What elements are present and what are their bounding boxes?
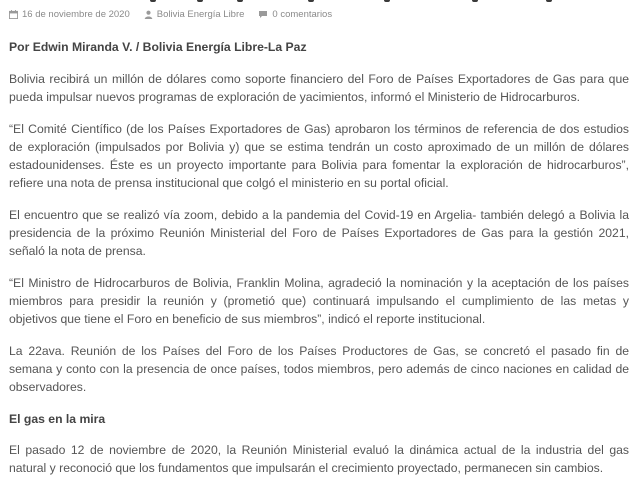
article-paragraph: “El Comité Científico (de los Países Exportadores de Gas) aprobaron los términos de referencia de dos estudios de exploración (impulsados por Bolivia y) que se estima tendrán un costo aproximado de un millón de dólares estadounidenses. Éste es un proyecto importante para Bolivia para fomentar la exploración de hidrocarburos”, refiere una nota de prensa institucional que colgó el ministerio en su portal oficial. [9, 122, 629, 190]
post-date [9, 9, 130, 20]
section-heading: El gas en la mira [9, 412, 106, 426]
article-paragraph: Bolivia recibirá un millón de dólares como soporte financiero del Foro de Países Exportadores de Gas para que pueda impulsar nuevos programas de exploración de yacimientos, informó el Ministerio de Hidrocarburos. [9, 72, 629, 104]
calendar-icon [9, 10, 18, 19]
author-link[interactable]: Bolivia Energía Libre [156, 8, 245, 20]
article-paragraph: El encuentro que se realizó vía zoom, debido a la pandemia del Covid-19 en Argelia- también delegó a Bolivia la presidencia de la próximo Reunión Ministerial del Foro de Países Exportadores de Gas para la gestión 2021, señaló la nota de prensa. [9, 208, 629, 258]
article-paragraph: “El Ministro de Hidrocarburos de Bolivia, Franklin Molina, agradeció la nominación y la aceptación de los países miembros para presidir la reunión y (prometió que) continuará impulsando el cumplimiento de las metas y objetivos que tiene el Foro en beneficio de sus miembros”, indicó el reporte institucional. [9, 276, 629, 326]
user-icon [144, 10, 153, 19]
article-body [9, 38, 629, 491]
post-date-text: 16 de noviembre de 2020 [22, 8, 130, 20]
post-meta [9, 7, 346, 21]
title-glyph [472, 0, 478, 2]
title-glyph [150, 0, 156, 2]
title-glyph [197, 0, 203, 2]
title-glyph [384, 0, 390, 2]
post-comments[interactable] [258, 9, 332, 20]
article-paragraph: El pasado 12 de noviembre de 2020, la Reunión Ministerial evaluó la dinámica actual de la industria del gas natural y reconoció que los fundamentos que impulsarán el crecimiento proyectado, permanecen sin cambios. [9, 443, 629, 475]
title-glyph [546, 0, 552, 2]
post-author[interactable] [144, 9, 245, 20]
article-byline: Por Edwin Miranda V. / Bolivia Energía Libre-La Paz [9, 40, 307, 54]
title-glyph [308, 0, 314, 2]
article-paragraph: La 22ava. Reunión de los Países del Foro de los Países Productores de Gas, se concretó el pasado fin de semana y conto con la presencia de once países, todos miembros, pero además de cinco naciones en calidad de observadores. [9, 344, 629, 394]
title-glyph [237, 0, 243, 2]
comments-link[interactable]: 0 comentarios [272, 8, 333, 20]
article-title-remnant [0, 0, 640, 4]
comment-icon [258, 10, 268, 19]
